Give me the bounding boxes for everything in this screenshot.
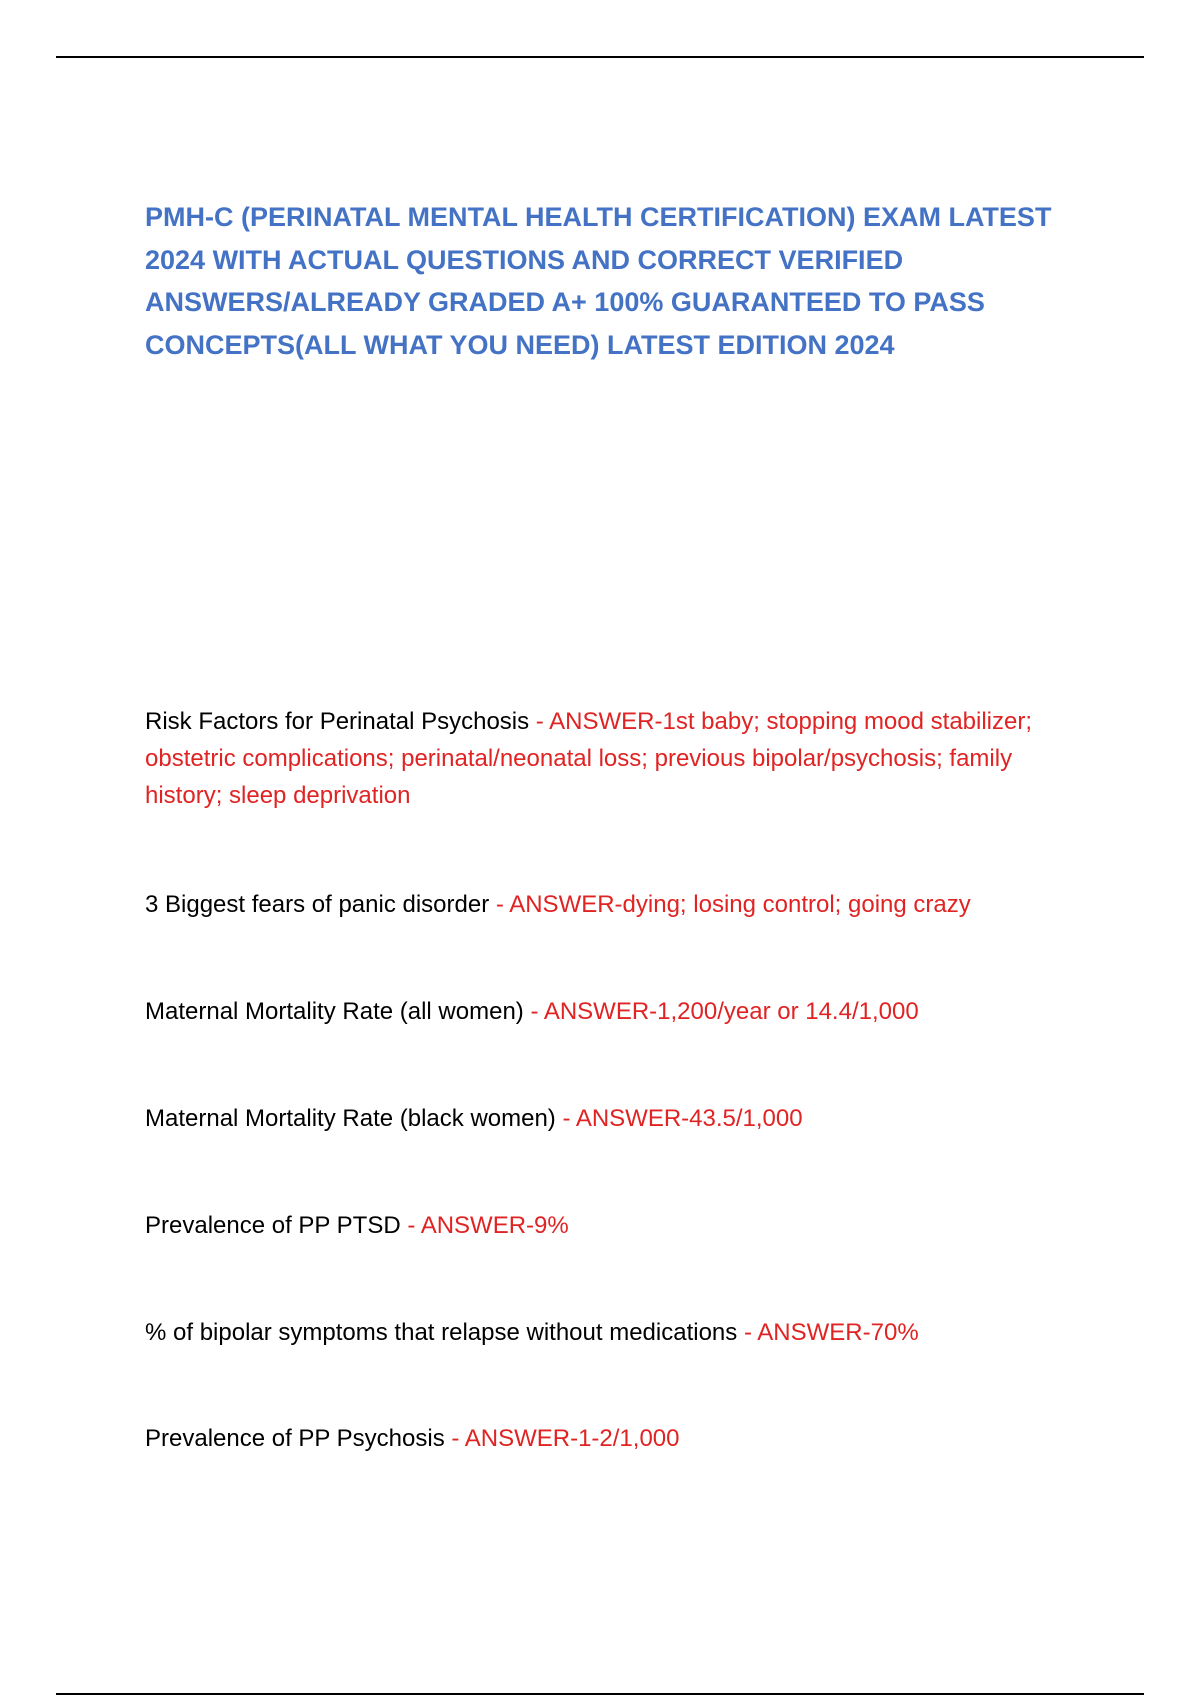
question-text: Risk Factors for Perinatal Psychosis xyxy=(145,708,530,735)
qa-separator: - xyxy=(523,998,544,1025)
question-text: Maternal Mortality Rate (black women) xyxy=(145,1105,556,1132)
qa-item-panic-disorder-fears xyxy=(145,886,1065,923)
qa-separator: - xyxy=(555,1105,576,1132)
question-text: Prevalence of PP PTSD xyxy=(145,1212,401,1239)
qa-separator: - xyxy=(489,891,510,918)
qa-item-bipolar-relapse xyxy=(145,1314,1065,1351)
document-title: PMH-C (PERINATAL MENTAL HEALTH CERTIFICATION) EXAM LATEST 2024 WITH ACTUAL QUESTIONS AND CORRECT VERIFIED ANSWERS/ALREADY GRADED A+ 100% GUARANTEED TO PASS CONCEPTS(ALL WHAT YOU NEED) LATEST EDITION 2024 xyxy=(145,202,1052,360)
answer-text: ANSWER-1-2/1,000 xyxy=(464,1425,680,1452)
answer-text: ANSWER-dying; losing control; going crazy xyxy=(509,891,971,918)
qa-item-risk-factors-perinatal-psychosis xyxy=(145,703,1065,814)
question-text: Maternal Mortality Rate (all women) xyxy=(145,998,524,1025)
qa-separator: - xyxy=(529,708,550,735)
answer-text: ANSWER-1,200/year or 14.4/1,000 xyxy=(543,998,919,1025)
qa-item-maternal-mortality-black xyxy=(145,1100,1065,1137)
question-text: 3 Biggest fears of panic disorder xyxy=(145,891,490,918)
qa-item-pp-psychosis-prevalence xyxy=(145,1420,1065,1457)
question-text: Prevalence of PP Psychosis xyxy=(145,1425,445,1452)
bottom-divider xyxy=(56,1693,1144,1695)
answer-text: ANSWER-70% xyxy=(757,1319,919,1346)
qa-separator: - xyxy=(444,1425,465,1452)
qa-separator: - xyxy=(400,1212,421,1239)
answer-text: ANSWER-9% xyxy=(420,1212,569,1239)
qa-item-maternal-mortality-all xyxy=(145,993,1065,1030)
answer-text: ANSWER-43.5/1,000 xyxy=(575,1105,803,1132)
question-text: % of bipolar symptoms that relapse without medications xyxy=(145,1319,738,1346)
top-divider xyxy=(56,56,1144,58)
qa-separator: - xyxy=(737,1319,758,1346)
answer-text: ANSWER-1st baby; stopping mood stabilizer; obstetric complications; perinatal/neonatal loss; previous bipolar/psychosis; family history; sleep deprivation xyxy=(145,708,1033,809)
qa-item-pp-ptsd-prevalence xyxy=(145,1207,1065,1244)
